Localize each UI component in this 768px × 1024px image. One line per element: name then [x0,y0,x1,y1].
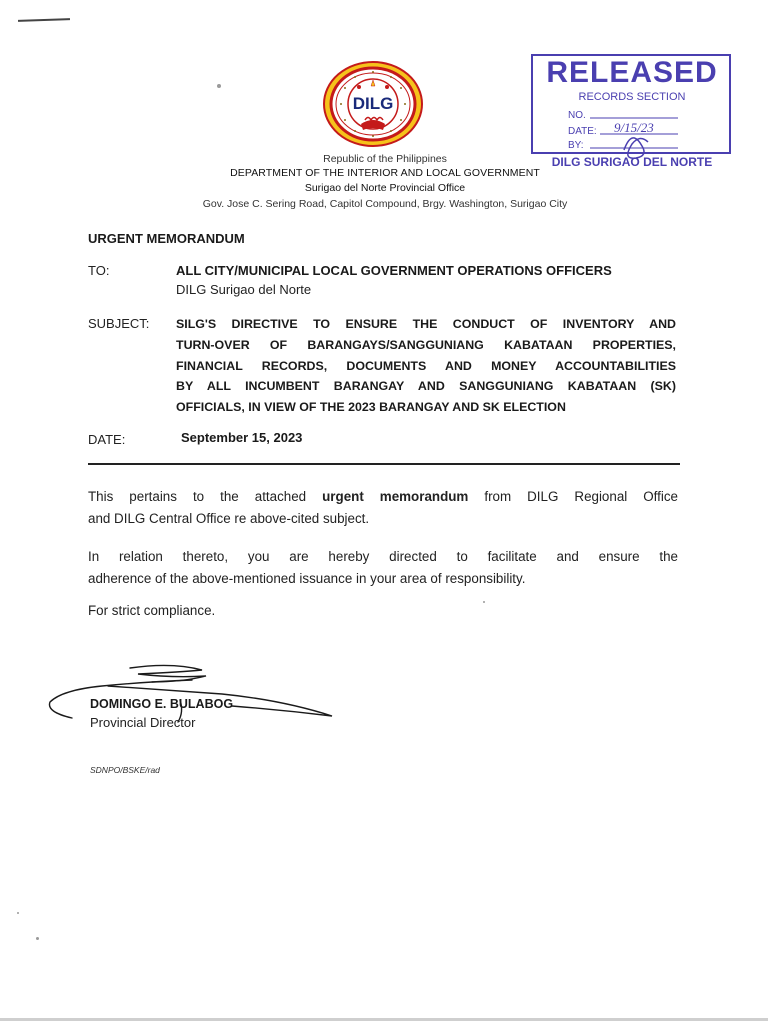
paragraph-intro [88,486,678,529]
paragraph-directive [88,546,678,589]
paragraph-line: adherence of the above-mentioned issuance in your area of responsibility. [88,570,526,586]
paragraph-line: In relation thereto, you are hereby directed to facilitate and ensure the [88,549,678,564]
to-recipients: ALL CITY/MUNICIPAL LOCAL GOVERNMENT OPERATIONS OFFICERS [176,263,612,278]
paragraph-emphasis: urgent memorandum [322,489,469,504]
paragraph-closing [88,600,678,622]
subject-line: BY ALL INCUMBENT BARANGAY AND SANGGUNIANG KABATAAN (SK) [176,379,676,394]
seal-abbreviation: DILG [352,94,394,113]
to-office: DILG Surigao del Norte [176,282,312,297]
department-name: DEPARTMENT OF THE INTERIOR AND LOCAL GOVERNMENT [230,167,540,179]
released-stamp [528,52,738,172]
paragraph-line: and DILG Central Office re above-cited subject. [88,510,370,526]
stamp-title: RELEASED [546,56,718,89]
date-label: DATE: [88,432,126,447]
memo-date: September 15, 2023 [181,430,303,445]
scan-edge-line [0,1018,768,1021]
republic-line: Republic of the Philippines [323,153,447,165]
memo-title: URGENT MEMORANDUM [88,231,245,246]
header-divider [88,463,680,465]
provincial-office: Surigao del Norte Provincial Office [304,182,466,194]
signatory-name: DOMINGO E. BULABOG [90,697,234,711]
paragraph-text: This pertains to the attached [88,489,323,504]
stamp-section: RECORDS SECTION [578,91,686,103]
stamp-no-label: NO. [568,110,586,121]
paragraph-text: from DILG Regional Office [468,489,678,504]
subject-line: TURN-OVER OF BARANGAYS/SANGGUNIANG KABATAAN PROPERTIES, [176,337,676,352]
subject-line: FINANCIAL RECORDS, DOCUMENTS AND MONEY ACCOUNTABILITIES [176,358,676,373]
speck [217,84,221,88]
subject-label: SUBJECT: [88,316,150,331]
to-label: TO: [88,263,110,278]
office-address: Gov. Jose C. Sering Road, Capitol Compound, Brgy. Washington, Surigao City [202,198,568,210]
reference-code: SDNPO/BSKE/rad [90,765,160,775]
stamp-date-label: DATE: [568,126,597,137]
stamp-date-value: 9/15/23 [614,120,654,135]
paragraph-line [88,486,678,508]
subject-line: OFFICIALS, IN VIEW OF THE 2023 BARANGAY AND SK ELECTION [176,400,566,415]
subject-text [176,314,676,418]
dilg-seal-logo [321,60,425,148]
stamp-by-label: BY: [568,140,584,151]
speck [36,937,39,940]
paragraph-line: For strict compliance. [88,603,216,618]
signatory-title: Provincial Director [90,715,196,730]
stamp-office: DILG SURIGAO DEL NORTE [551,155,713,169]
speck [17,912,19,914]
corner-pen-mark [18,18,70,22]
subject-line: SILG'S DIRECTIVE TO ENSURE THE CONDUCT OF INVENTORY AND [176,317,676,331]
